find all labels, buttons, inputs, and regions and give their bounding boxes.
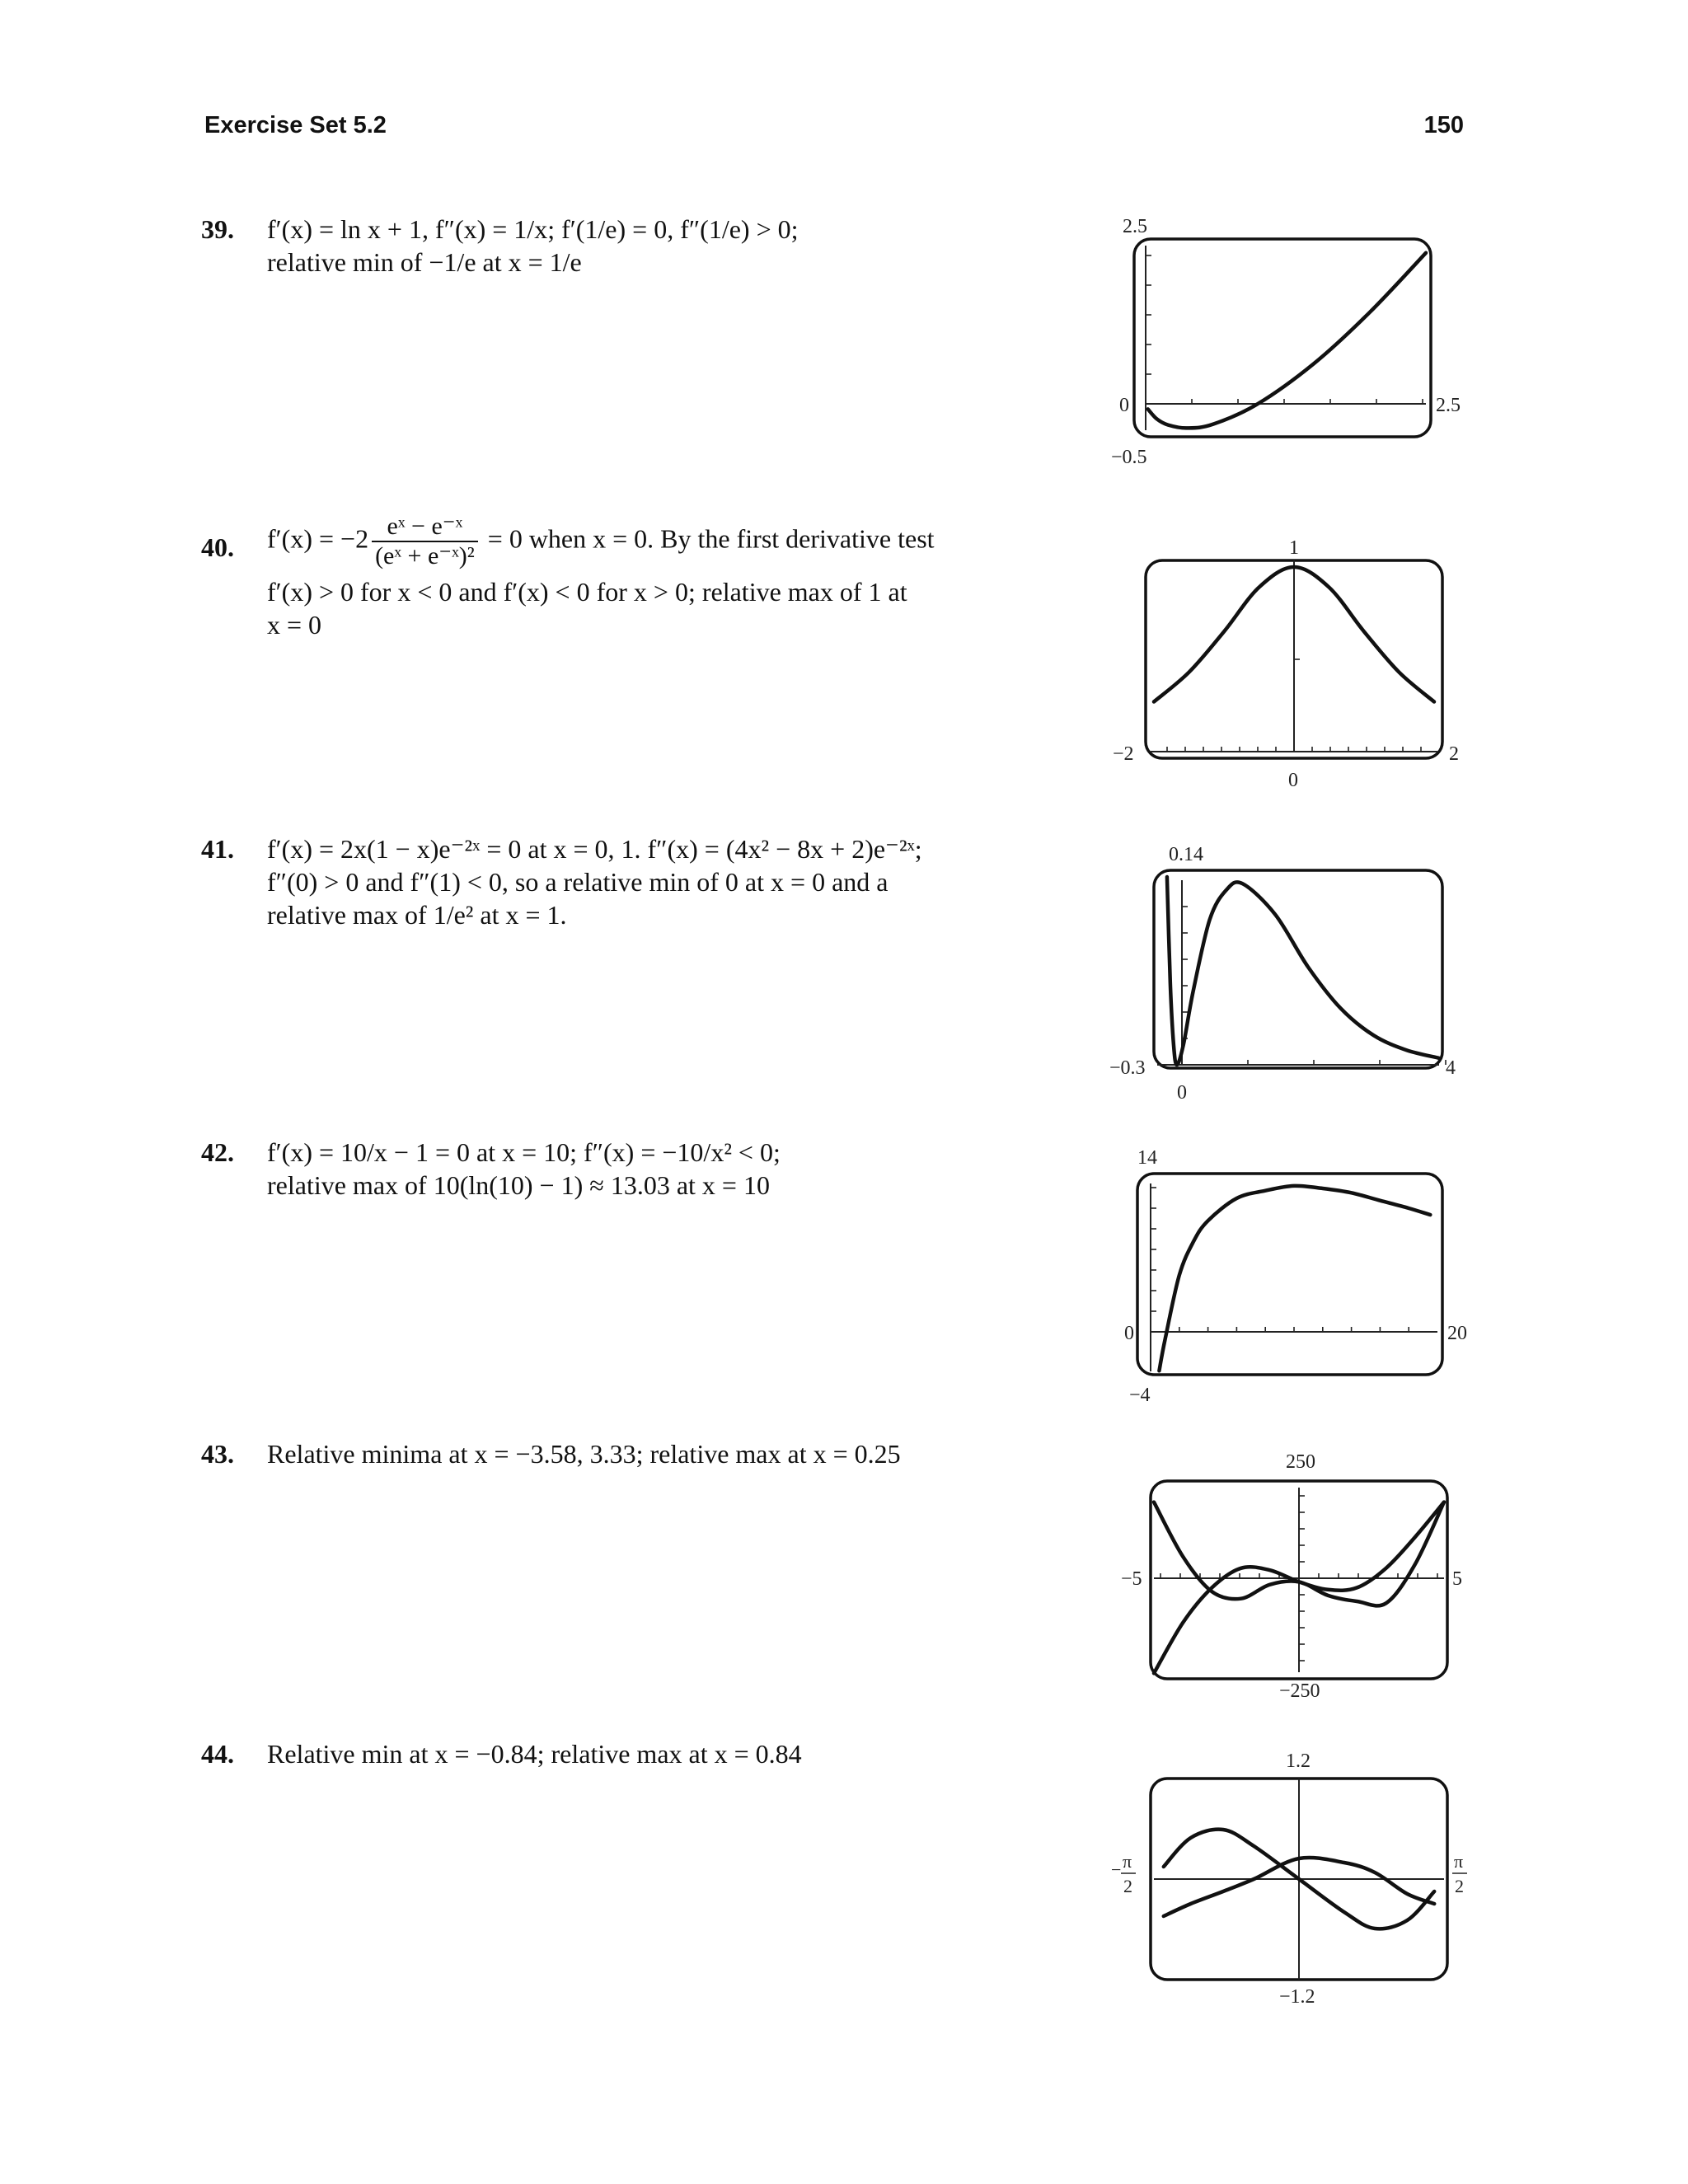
problem-number: 41. — [201, 834, 234, 864]
svg-text:−: − — [1111, 1859, 1122, 1880]
page-number: 150 — [1423, 112, 1464, 138]
problem-number: 42. — [201, 1137, 234, 1167]
problem-line: x = 0 — [267, 610, 322, 640]
curve-f — [1159, 1186, 1430, 1371]
denominator: 2 — [1123, 1876, 1132, 1896]
problem-number: 40. — [201, 532, 234, 562]
fraction-numerator: eˣ − e⁻ˣ — [372, 513, 478, 542]
origin-label: 0 — [1288, 770, 1298, 791]
problem-number: 43. — [201, 1439, 234, 1469]
x-min-label: 0 — [1124, 1323, 1134, 1344]
x-min-label — [1111, 1851, 1136, 1896]
origin-label: 0 — [1177, 1082, 1187, 1104]
pi-symbol: π — [1454, 1851, 1464, 1872]
x-min-label: −5 — [1121, 1568, 1142, 1590]
y-min-label: −0.5 — [1111, 447, 1147, 468]
y-max-label: 1.2 — [1286, 1750, 1311, 1772]
problem-line: Relative min at x = −0.84; relative max at x = 0.84 — [267, 1739, 802, 1769]
y-max-label: 0.14 — [1169, 844, 1203, 865]
x-min-label: −0.3 — [1109, 1057, 1146, 1079]
x-max-label: 2.5 — [1436, 395, 1461, 416]
axis-ticks — [1151, 1188, 1409, 1332]
graph-43 — [1104, 1438, 1467, 1718]
y-min-label: −250 — [1279, 1680, 1320, 1702]
x-min-label: 0 — [1119, 395, 1129, 416]
problem-line: f′(x) > 0 for x < 0 and f′(x) < 0 for x > 0; relative max of 1 at — [267, 577, 907, 607]
problem-line: Relative minima at x = −3.58, 3.33; relative max at x = 0.25 — [267, 1439, 901, 1469]
problem-line: f″(0) > 0 and f″(1) < 0, so a relative min of 0 at x = 0 and a — [267, 867, 889, 897]
y-max-label: 1 — [1289, 537, 1299, 559]
problem-line: f′(x) = ln x + 1, f″(x) = 1/x; f′(1/e) = 0, f″(1/e) > 0; — [267, 214, 799, 244]
graph-42 — [1104, 1137, 1467, 1409]
x-min-label: −2 — [1113, 743, 1134, 765]
problem-43 — [201, 1437, 1091, 1470]
pi-symbol: π — [1123, 1851, 1132, 1872]
fraction-denominator: (eˣ + e⁻ˣ)² — [375, 542, 475, 569]
problem-41 — [201, 832, 1091, 931]
x-max-label: 4 — [1446, 1057, 1456, 1079]
derivative-lead: f′(x) = −2 — [267, 523, 369, 554]
y-min-label: −4 — [1129, 1385, 1151, 1406]
problem-line: relative max of 10(ln(10) − 1) ≈ 13.03 at x = 10 — [267, 1170, 770, 1200]
y-max-label: 250 — [1286, 1451, 1315, 1473]
x-max-label — [1452, 1851, 1467, 1896]
curve-f — [1167, 877, 1439, 1065]
denominator: 2 — [1455, 1876, 1464, 1896]
graph-41 — [1104, 832, 1467, 1104]
problem-42 — [201, 1136, 1091, 1202]
section-title: Exercise Set 5.2 — [204, 112, 387, 138]
graph-44 — [1104, 1739, 1467, 2019]
equation-rest: = 0 when x = 0. By the first derivative test — [487, 523, 935, 554]
problem-line: f′(x) = 2x(1 − x)e⁻²ˣ = 0 at x = 0, 1. f″(x) = (4x² − 8x + 2)e⁻²ˣ; — [267, 834, 922, 864]
x-max-label: 20 — [1447, 1323, 1467, 1344]
problem-number: 39. — [201, 214, 234, 244]
problem-line: relative min of −1/e at x = 1/e — [267, 247, 582, 277]
graph-39 — [1104, 206, 1467, 478]
axis-ticks — [1146, 255, 1423, 404]
y-min-label: −1.2 — [1279, 1986, 1315, 2008]
problem-40 — [201, 513, 1091, 641]
problem-line: relative max of 1/e² at x = 1. — [267, 900, 567, 930]
fraction — [372, 513, 478, 570]
axis-ticks — [1182, 907, 1446, 1065]
problem-39 — [201, 213, 1091, 279]
problem-44 — [201, 1737, 1091, 1770]
graph-40 — [1104, 527, 1467, 799]
graph-frame — [1134, 239, 1431, 437]
problem-line — [267, 513, 1091, 575]
problem-line: f′(x) = 10/x − 1 = 0 at x = 10; f″(x) = −10/x² < 0; — [267, 1137, 781, 1167]
y-max-label: 2.5 — [1123, 216, 1147, 237]
x-max-label: 5 — [1452, 1568, 1462, 1590]
problem-number: 44. — [201, 1739, 234, 1769]
x-max-label: 2 — [1449, 743, 1459, 765]
curve-f — [1148, 253, 1426, 429]
y-max-label: 14 — [1137, 1147, 1157, 1169]
